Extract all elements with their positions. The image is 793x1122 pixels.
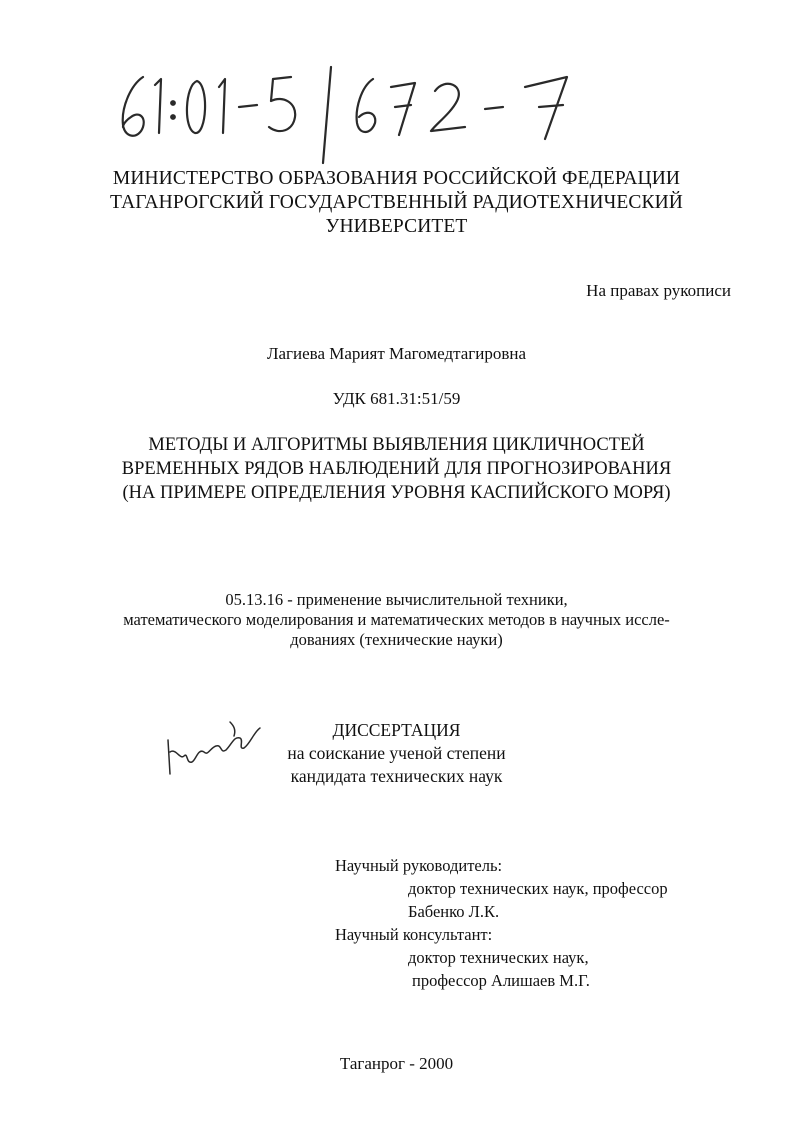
supervisor-name: Бабенко Л.К. (408, 902, 500, 921)
ministry-line-1: МИНИСТЕРСТВО ОБРАЗОВАНИЯ РОССИЙСКОЙ ФЕДЕРАЦИИ (112, 168, 681, 189)
consultant-label: Научный консультант: (335, 925, 493, 944)
ministry-heading (0, 167, 793, 239)
udk-code: УДК 681.31:51/59 (332, 389, 461, 408)
supervisor-degree: доктор технических наук, профессор (408, 879, 668, 898)
title-line-1: МЕТОДЫ И АЛГОРИТМЫ ВЫЯВЛЕНИЯ ЦИКЛИЧНОСТЕЙ (148, 435, 645, 455)
dissertation-block (0, 719, 793, 788)
specialty-line-3: дованиях (технические науки) (290, 630, 503, 649)
ministry-line-3: УНИВЕРСИТЕТ (325, 216, 468, 237)
specialty-line-1: 05.13.16 - применение вычислительной техники, (225, 590, 568, 609)
title-line-3: (НА ПРИМЕРЕ ОПРЕДЕЛЕНИЯ УРОВНЯ КАСПИЙСКОГО МОРЯ) (122, 483, 671, 503)
handwritten-registration-number (105, 55, 605, 165)
dissertation-line-1: на соискание ученой степени (287, 743, 506, 763)
specialty-line-2: математического моделирования и математических методов в научных иссле- (123, 610, 670, 629)
specialty-block (0, 590, 793, 650)
author-name: Лагиева Марият Магомедтагировна (266, 344, 527, 363)
ministry-line-2: ТАГАНРОГСКИЙ ГОСУДАРСТВЕННЫЙ РАДИОТЕХНИЧЕСКИЙ (110, 192, 683, 213)
supervisor-label: Научный руководитель: (335, 856, 503, 875)
advisors-block (335, 854, 668, 992)
dissertation-line-2: кандидата технических наук (290, 766, 503, 786)
consultant-degree: доктор технических наук, (408, 948, 589, 967)
title-line-2: ВРЕМЕННЫХ РЯДОВ НАБЛЮДЕНИЙ ДЛЯ ПРОГНОЗИРОВАНИЯ (121, 459, 672, 479)
manuscript-rights: На правах рукописи (586, 281, 731, 300)
dissertation-heading: ДИССЕРТАЦИЯ (332, 720, 461, 740)
city-year: Таганрог - 2000 (339, 1054, 454, 1073)
consultant-name: профессор Алишаев М.Г. (412, 971, 590, 990)
dissertation-title (0, 433, 793, 505)
